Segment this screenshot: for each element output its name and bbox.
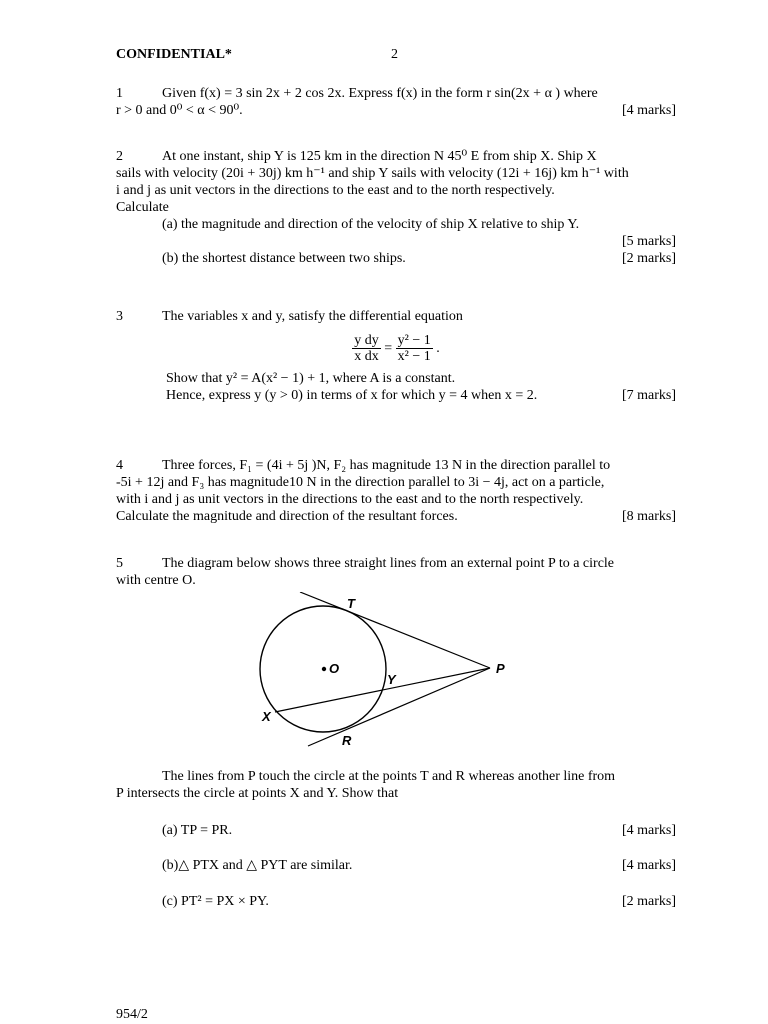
question-text: Calculate the magnitude and direction of the resultant forces. bbox=[116, 509, 458, 524]
differential-equation: $\frac{\text{y dy}}{\text{x dx}}$ = $\frac{\text{y² − 1}}{\text{x² − 1}}$ . bbox=[354, 333, 440, 364]
fraction-numerator: y² − 1 bbox=[397, 333, 431, 348]
question-text: The lines from P touch the circle at the points T and R whereas another line from bbox=[162, 769, 616, 784]
question-text: r > 0 and 0⁰ < α < 90⁰. bbox=[116, 103, 243, 118]
question-2 bbox=[116, 148, 676, 267]
marks-label: [2 marks] bbox=[621, 251, 676, 266]
question-text: with i and j as unit vectors in the directions to the east and to the north respectively. bbox=[116, 492, 584, 507]
part-a-text: (a) the magnitude and direction of the velocity of ship X relative to ship Y. bbox=[162, 217, 580, 232]
marks-label: [5 marks] bbox=[621, 234, 676, 249]
question-number: 2 bbox=[116, 149, 123, 164]
question-5-part-a bbox=[116, 822, 676, 839]
question-5-part-b bbox=[116, 857, 676, 874]
question-text: Show that y² = A(x² − 1) + 1, where A is a constant. bbox=[166, 371, 456, 386]
header-confidential: CONFIDENTIAL* bbox=[116, 47, 232, 62]
question-text: Calculate bbox=[116, 200, 169, 215]
question-text: Three forces, F₁ = (4i + 5j )N, F₂ has magnitude 13 N in the direction parallel to bbox=[162, 458, 611, 473]
marks-label: [2 marks] bbox=[621, 894, 676, 909]
question-text: At one instant, ship Y is 125 km in the direction N 45⁰ E from ship X. Ship X bbox=[162, 149, 597, 164]
circle-tangent-diagram bbox=[250, 592, 520, 752]
question-number: 3 bbox=[116, 309, 123, 324]
tangent-line-pr bbox=[308, 668, 490, 746]
question-5-part-c bbox=[116, 893, 676, 910]
paper-code: 954/2 bbox=[116, 1007, 148, 1022]
question-5-continued bbox=[116, 768, 676, 802]
question-3 bbox=[116, 308, 676, 404]
question-text: -5i + 12j and F₃ has magnitude10 N in the direction parallel to 3i − 4j, act on a particle, bbox=[116, 475, 605, 490]
secant-line-pxy bbox=[275, 668, 490, 712]
question-number: 1 bbox=[116, 86, 123, 101]
fraction-numerator: y dy bbox=[354, 333, 379, 348]
marks-label: [7 marks] bbox=[621, 388, 676, 403]
question-4 bbox=[116, 457, 676, 525]
question-1 bbox=[116, 85, 676, 119]
label-x: X bbox=[262, 709, 271, 724]
question-number: 4 bbox=[116, 458, 123, 473]
question-text: i and j as unit vectors in the directions to the east and to the north respectively. bbox=[116, 183, 555, 198]
question-text: sails with velocity (20i + 30j) km h⁻¹ and ship Y sails with velocity (12i + 16j) km h⁻¹ with bbox=[116, 166, 629, 181]
centre-point-o bbox=[322, 667, 326, 671]
marks-label: [4 marks] bbox=[621, 858, 676, 873]
question-text: The variables x and y, satisfy the differential equation bbox=[162, 309, 463, 324]
question-text: Hence, express y (y > 0) in terms of x for which y = 4 when x = 2. bbox=[166, 388, 538, 403]
question-text: The diagram below shows three straight lines from an external point P to a circle bbox=[162, 556, 615, 571]
label-y: Y bbox=[387, 672, 396, 687]
part-b-text: (b)△ PTX and △ PYT are similar. bbox=[162, 858, 353, 873]
question-text: P intersects the circle at points X and Y. Show that bbox=[116, 786, 399, 801]
marks-label: [4 marks] bbox=[621, 823, 676, 838]
marks-label: [4 marks] bbox=[621, 103, 676, 118]
question-text: with centre O. bbox=[116, 573, 196, 588]
fraction-denominator: x² − 1 bbox=[397, 349, 431, 364]
label-p: P bbox=[496, 661, 505, 676]
page-number: 2 bbox=[391, 47, 398, 62]
part-a-text: (a) TP = PR. bbox=[162, 823, 233, 838]
question-number: 5 bbox=[116, 556, 123, 571]
tangent-line-pt bbox=[300, 592, 490, 668]
marks-label: [8 marks] bbox=[621, 509, 676, 524]
label-o: O bbox=[329, 661, 340, 676]
label-t: T bbox=[347, 596, 355, 611]
part-c-text: (c) PT² = PX × PY. bbox=[162, 894, 269, 909]
part-b-text: (b) the shortest distance between two ships. bbox=[162, 251, 406, 266]
question-5 bbox=[116, 555, 676, 589]
label-r: R bbox=[342, 733, 352, 748]
question-text: Given f(x) = 3 sin 2x + 2 cos 2x. Express f(x) in the form r sin(2x + α ) where bbox=[162, 86, 598, 101]
fraction-denominator: x dx bbox=[354, 349, 379, 364]
